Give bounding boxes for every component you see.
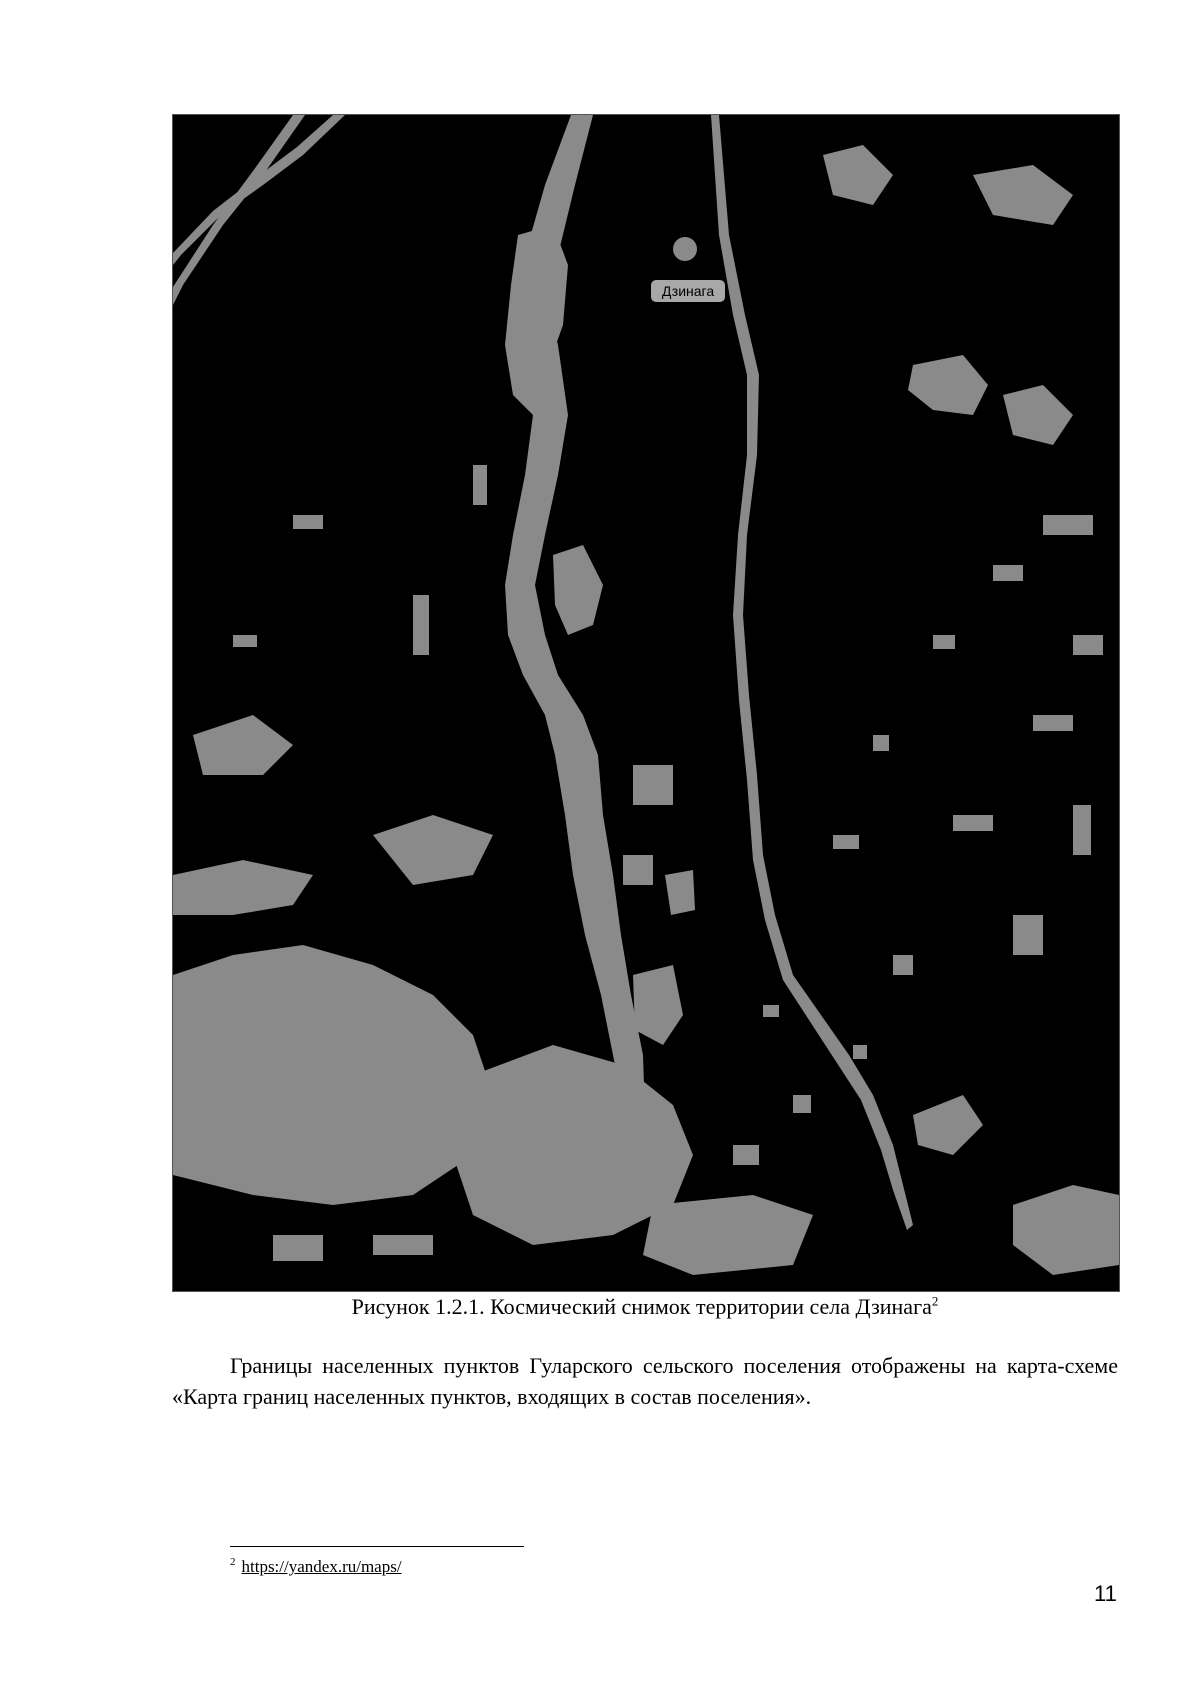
figure-caption xyxy=(172,1293,1118,1321)
page-number: 11 xyxy=(1094,1581,1117,1606)
footnote xyxy=(230,1556,402,1578)
footnote-link[interactable]: https://yandex.ru/maps/ xyxy=(241,1557,402,1576)
figure-caption-text: Рисунок 1.2.1. Космический снимок территории села Дзинага xyxy=(351,1294,932,1319)
map-settlement-label: Дзинага xyxy=(661,283,715,299)
figure-caption-footnote-mark: 2 xyxy=(931,1293,939,1309)
satellite-image xyxy=(172,114,1120,1292)
footnote-separator xyxy=(230,1546,524,1547)
footnote-mark: 2 xyxy=(230,1556,236,1569)
body-paragraph: Границы населенных пунктов Гуларского сельского поселения отображены на карта-схеме «Карта границ населенных пунктов, входящих в состав поселения». xyxy=(172,1353,1118,1409)
satellite-image-graphic xyxy=(173,115,1119,1291)
